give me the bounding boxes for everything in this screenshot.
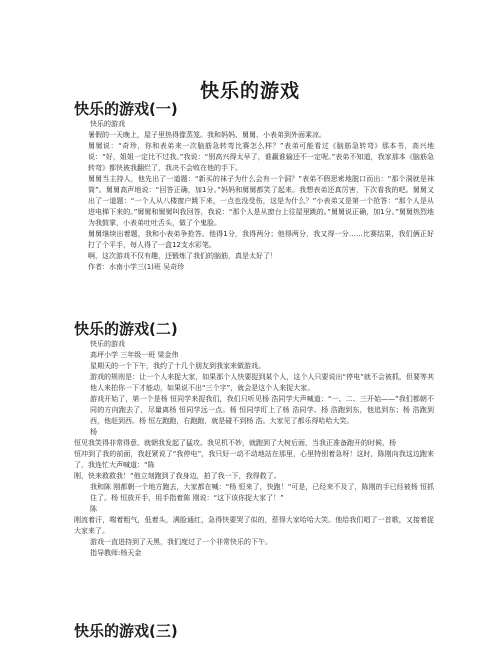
section-subtitle: 快乐的游戏 [90,340,125,348]
section-heading: 快乐的游戏(二) [74,320,178,338]
paragraph: 星期天的一个下午，我约了十几个朋友到我家来做游戏。 [90,362,265,370]
paragraph: 舅舅当主持人，他先出了一道题：“新买的袜子为什么会有一个洞？”表弟不假思索地脱口而出：“那个洞就是袜筒”。舅舅高声地说：“回答正确，加1分。”妈妈和舅舅都笑了起来。我想表弟还真厉害，下次看我的吧。舅舅又出了一道题：“一个人从八楼窗户跳下来，一点也没受伤，这是为什么？”小表弟又是第一个抢答：“那个人是从进电梯下来的。”舅舅和舅舅叫我回答，我说：“那个人是从窗台上往屋里跳的。”舅舅说正确，加1分。”舅舅热烈地为我鼓掌，小表弟吐吐舌头，做了个鬼脸。 [88,175,434,227]
paragraph: 啊，这次游戏不仅有趣，还锻炼了我们的脑筋，真是太好了！ [88,252,277,260]
author-line: 高坪小学 三年级一班 梁金伟 [90,351,179,359]
document-title: 快乐的游戏 [199,80,300,102]
paragraph: 游戏一直进持到了天黑，我们度过了一个非常快乐的下午。 [90,538,272,546]
paragraph: 刚流着汗，喘着粗气，低着头，满脸通红，急得快要哭了似的，惹得大家哈哈大笑。他给我们唱了一首歌，又接着捉大家来了。 [74,516,434,535]
paragraph: 刚，快来救救我！”他立刻跑到了我身边，拍了我一下，我得救了。 [74,472,281,480]
paragraph: 游戏开始了，第一个是杨 恒同学来捉我们，我们只听见杨 浩同学大声喊道：“一、二、三开始——”我们都朝不同的方向跑去了，尽量离杨 恒同学远一点。杨 恒同学盯上了杨 浩同学。杨 浩跑到东，他追到东；杨 浩跑到西，他赶到西。杨 恒左跑跑，右跑跑，就是碰不到杨 浩。大家见了都乐得哈哈大笑。 [90,395,434,425]
section-2 [74,320,434,559]
paragraph: 暑假的一天晚上，屋子里热得像蒸笼。我和妈妈、舅舅、小表弟到外面乘凉。 [88,131,326,139]
teacher-line: 指导教师:杨天金 [90,549,142,557]
section-heading: 快乐的游戏(一) [74,100,178,118]
paragraph: 杨 [90,428,97,436]
paragraph: 恒见我笑得非常得意，就朝我发起了猛攻。我见机不妙，就跑到了大树后面，当我正准备跑开的时候，杨 [74,439,396,447]
section-subtitle: 快乐的游戏 [90,120,125,128]
section-heading: 快乐的游戏(三) [74,622,178,640]
paragraph: 舅舅说：“奇珍，你和表弟来一次脑筋急转弯比赛怎么样？”表弟可能看过《脑筋急转弯》那本书，高兴地说：“好，姐姐一定比不过我。”我说：“别高兴得太早了，谁赢谁输还不一定呢。”表弟不知道，我家那本《脑筋急转弯》都快被我翻烂了，我决不会败在他的手下。 [88,142,434,172]
paragraph: 陈 [90,505,97,513]
paragraph: 游戏的规则是：让一个人来捉大家，如果那个人快要捉到某个人，这个人只要说出“停电”就不会被抓，但要等其他人来拍你一下才能动，如果说不出“三个字”，就会是这个人来捉大家。 [90,373,434,392]
paragraph: 舅舅继续出着题，我和小表弟争抢答。他得1分，我得两分；他得两分，我又得一分……比赛结果，我们俩正好打了个平手，每人得了一盒12支水彩笔。 [88,230,434,249]
paragraph: 我和陈 刚都朝一个地方跑去，大家都在喊：“杨 恒来了，快跑！”可是，已经来不及了，陈刚的手已经被杨 恒抓住了。杨 恒放开手，用手指着陈 刚说：“这下该你捉大家了！” [90,483,434,502]
section-3 [74,622,434,641]
section-1 [74,100,434,273]
author-line: 作者：水南小学三(1)班 吴奇珍 [88,263,185,271]
paragraph: 恒冲到了我的前面，我赶紧说了“我停电”，我只好一动不动地站在那里，心里特别着急呀！这时，陈刚向我这边跑来了，我连忙大声喊道：“陈 [74,450,434,469]
